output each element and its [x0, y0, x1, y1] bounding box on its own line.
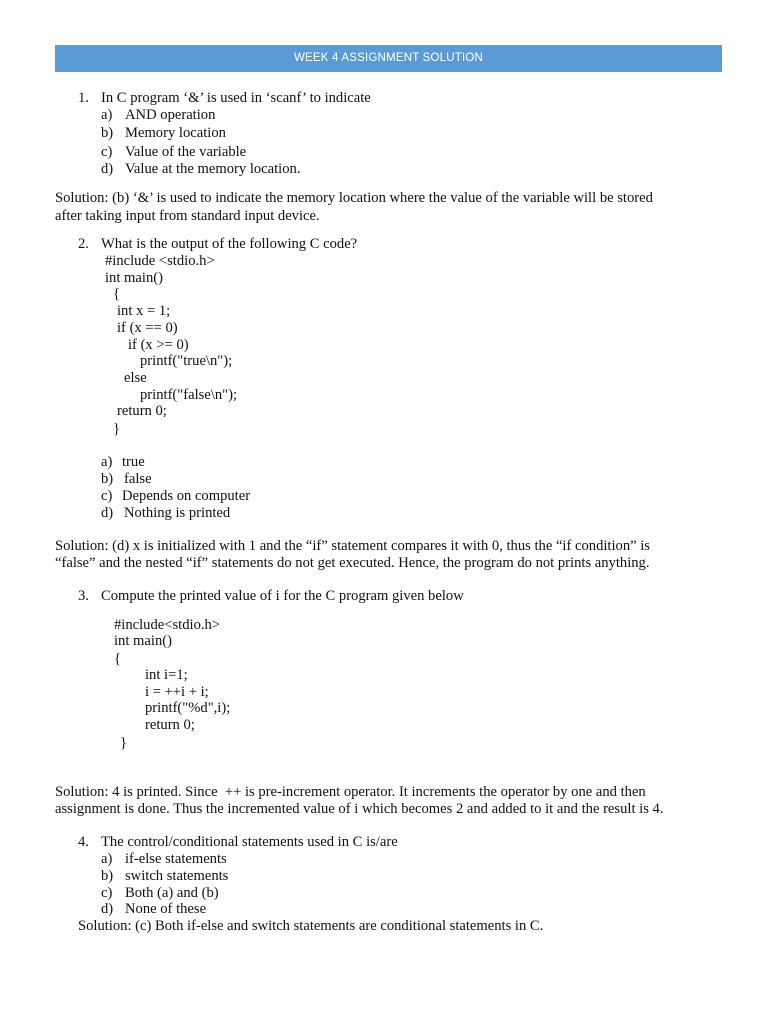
option-letter: b): [101, 868, 114, 884]
option-text: Value of the variable: [125, 144, 247, 160]
option-letter: c): [101, 885, 113, 901]
code-line: return 0;: [145, 717, 195, 733]
option-text: Nothing is printed: [124, 505, 231, 521]
code-line: }: [120, 735, 128, 751]
question-text: Compute the printed value of i for the C program given below: [101, 588, 464, 604]
option-text: if-else statements: [125, 851, 227, 867]
code-line: int x = 1;: [117, 303, 171, 319]
code-line: {: [114, 651, 122, 667]
option-text: true: [122, 454, 145, 470]
option-text: Both (a) and (b): [125, 885, 219, 901]
option-letter: c): [101, 144, 113, 160]
code-line: #include<stdio.h>: [114, 617, 221, 633]
option-letter: d): [101, 505, 114, 521]
code-line: printf("false\n");: [140, 387, 238, 403]
option-text: AND operation: [125, 107, 216, 123]
option-text: switch statements: [125, 868, 229, 884]
code-line: #include <stdio.h>: [105, 253, 215, 269]
question-number: 3.: [78, 588, 89, 604]
code-line: int main(): [114, 633, 172, 649]
question-text: What is the output of the following C code?: [101, 236, 358, 252]
code-line: int i=1;: [145, 667, 188, 683]
option-text: Value at the memory location.: [125, 161, 301, 177]
solution-text: after taking input from standard input device.: [55, 208, 320, 224]
code-line: return 0;: [117, 403, 167, 419]
option-letter: b): [101, 471, 114, 487]
solution-text: Solution: 4 is printed. Since ++ is pre-increment operator. It increments the operator by one and then: [55, 784, 646, 800]
code-line: if (x >= 0): [128, 337, 189, 353]
question-number: 2.: [78, 236, 89, 252]
code-line: printf("%d",i);: [145, 700, 231, 716]
option-letter: a): [101, 454, 113, 470]
code-line: i = ++i + i;: [145, 684, 209, 700]
option-letter: b): [101, 125, 114, 141]
solution-text: assignment is done. Thus the incremented value of i which becomes 2 and added to it and the result is 4.: [55, 801, 664, 817]
option-text: Memory location: [125, 125, 226, 141]
code-line: if (x == 0): [117, 320, 178, 336]
code-line: else: [124, 370, 147, 386]
solution-text: Solution: (c) Both if-else and switch statements are conditional statements in C.: [78, 918, 544, 934]
code-line: {: [113, 286, 121, 302]
solution-text: “false” and the nested “if” statements do not get executed. Hence, the program do not prints anything.: [55, 555, 650, 571]
code-line: printf("true\n");: [140, 353, 233, 369]
option-letter: a): [101, 851, 113, 867]
option-letter: d): [101, 161, 114, 177]
option-letter: d): [101, 901, 114, 917]
option-text: Depends on computer: [122, 488, 251, 504]
option-letter: c): [101, 488, 113, 504]
option-text: false: [124, 471, 152, 487]
solution-text: Solution: (d) x is initialized with 1 and the “if” statement compares it with 0, thus the “if condition” is: [55, 538, 650, 554]
option-text: None of these: [125, 901, 207, 917]
option-letter: a): [101, 107, 113, 123]
question-text: The control/conditional statements used in C is/are: [101, 834, 398, 850]
question-number: 4.: [78, 834, 89, 850]
code-line: }: [113, 421, 121, 437]
assignment-title-banner: WEEK 4 ASSIGNMENT SOLUTION: [55, 45, 722, 72]
question-text: In C program ‘&’ is used in ‘scanf’ to indicate: [101, 90, 371, 106]
solution-text: Solution: (b) ‘&’ is used to indicate the memory location where the value of the variable will be stored: [55, 190, 653, 206]
question-number: 1.: [78, 90, 89, 106]
code-line: int main(): [105, 270, 163, 286]
